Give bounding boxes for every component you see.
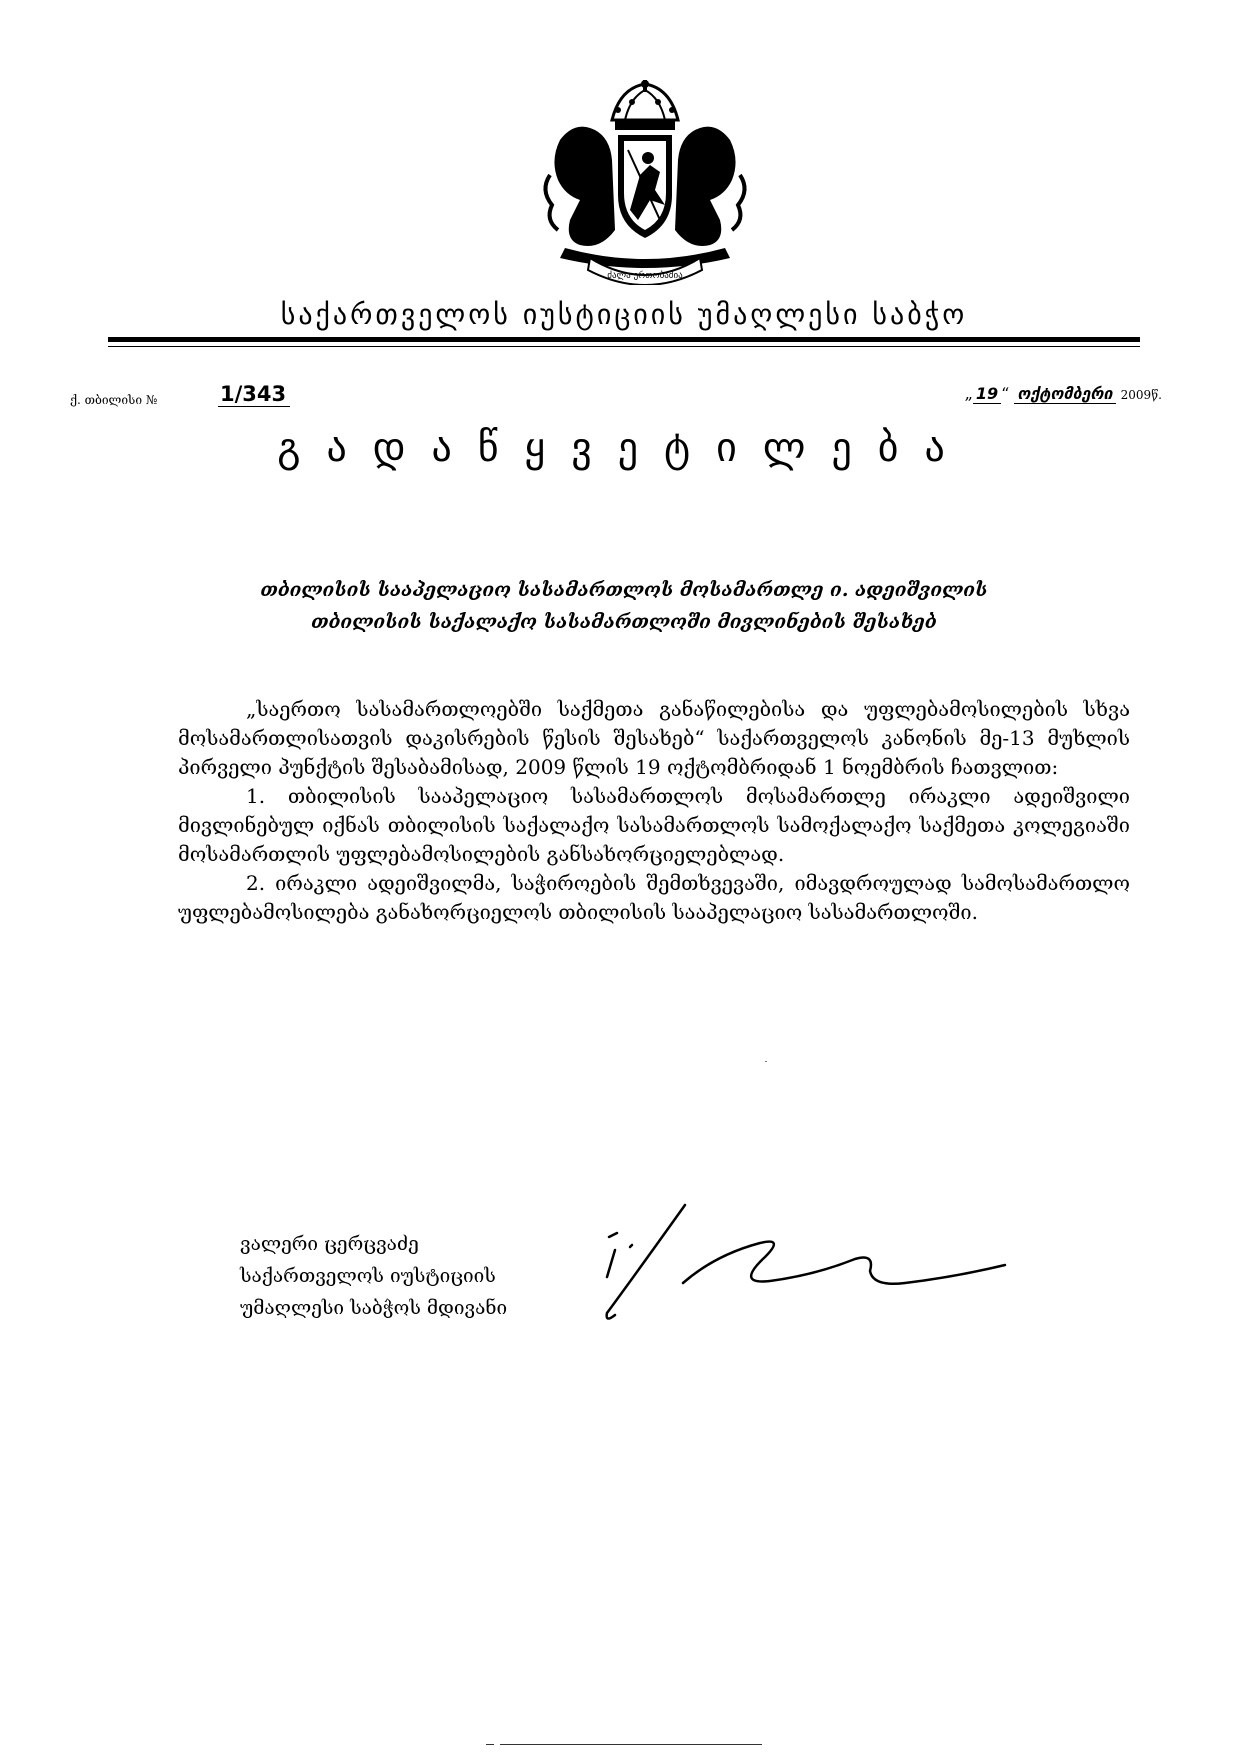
header-divider-thick <box>108 337 1140 342</box>
body-paragraph-1: „საერთო სასამართლოებში საქმეთა განაწილებისა და უფლებამოსილების სხვა მოსამართლისათვის დაკისრების წესის შესახებ“ საქართველოს კანონის მე-13 მუხლის პირველი პუნქტის შესაბამისად, 2009 წლის 19 ოქტომბრიდან 1 ნოემბრის ჩათვლით: <box>178 697 1130 779</box>
body-paragraph-2: 1. თბილისის სააპელაციო სასამართლოს მოსამართლე ირაკლი ადეიშვილი მივლინებულ იქნას თბილისის საქალაქო სასამართლოს სამოქალაქო საქმეთა კოლეგიაში მოსამართლის უფლებამოსილების განსახორციელებლად. <box>178 784 1130 866</box>
organization-name: საქართველოს იუსტიციის უმაღლესი საბჭო <box>280 298 968 331</box>
date-month: ოქტომბერი <box>1014 384 1115 404</box>
body-paragraph-3: 2. ირაკლი ადეიშვილმა, საჭიროების შემთხვევაში, იმავდროულად სამოსამართლო უფლებამოსილება განახორციელოს თბილისის სააპელაციო სასამართლოში. <box>178 871 1130 924</box>
document-type-heading: გადაწყვეტილება <box>277 425 971 471</box>
document-date: „ 19 “ ოქტომბერი 2009წ. <box>964 384 1162 403</box>
scan-artifact <box>765 1061 767 1062</box>
signatory-title-line-2: უმაღლესი საბჭოს მდივანი <box>240 1297 508 1319</box>
signatory-block <box>240 1228 507 1324</box>
footer-line <box>500 1744 762 1745</box>
subject-line-1: თბილისის სააპელაციო სასამართლოს მოსამართლე ი. ადეიშვილის <box>260 579 988 601</box>
coat-of-arms-icon <box>520 80 770 285</box>
footer-dash <box>486 1744 494 1745</box>
signatory-name: ვალერი ცერცვაძე <box>240 1233 419 1255</box>
subject-line-2: თბილისის საქალაქო სასამართლოში მივლინების შესახებ <box>311 611 937 633</box>
svg-text:ძალა ერთობაშია: ძალა ერთობაშია <box>607 271 683 281</box>
date-day: 19 <box>973 384 1001 404</box>
document-number-label: ქ. თბილისი № <box>70 393 158 407</box>
header-divider-thin <box>108 346 1140 347</box>
signatory-title-line-1: საქართველოს იუსტიციის <box>240 1265 496 1287</box>
document-number-value: 1/343 <box>218 382 290 407</box>
handwritten-signature-icon <box>595 1195 1095 1325</box>
document-body <box>178 695 1130 927</box>
document-subject <box>130 574 1118 638</box>
date-year: 2009წ. <box>1120 388 1162 402</box>
